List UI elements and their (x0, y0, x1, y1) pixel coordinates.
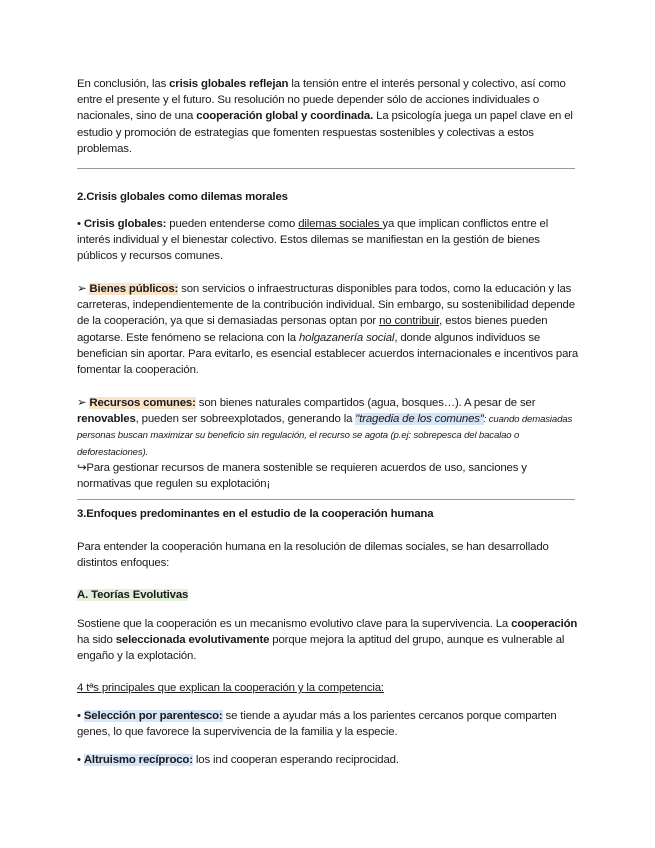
crisis-globales-paragraph: • Crisis globales: pueden entenderse como dilemas sociales ya que implican conflictos entre el interés individual y el bienestar colectivo. Estos dilemas se manifiestan en la gestión de bienes públicos y recursos comunes. (77, 218, 549, 263)
section-divider (77, 168, 575, 169)
seleccion-parentesco-paragraph: • Selección por parentesco: se tiende a ayudar más a los parientes cercanos porque comparten genes, lo que favorece la supervivencia de la familia y la especie. (77, 710, 557, 739)
subheading-teorias-evolutivas: A. Teorías Evolutivas (77, 589, 189, 601)
altruismo-reciproco-paragraph: • Altruismo recíproco: los ind cooperan esperando reciprocidad. (77, 754, 399, 766)
section-3-intro: Para entender la cooperación humana en la resolución de dilemas sociales, se han desarrollado distintos enfoques: (77, 541, 549, 570)
recursos-comunes-paragraph: ➢ Recursos comunes: son bienes naturales compartidos (agua, bosques…). A pesar de ser renovables, pueden ser sobreexplotados, generando la "tragedia de los comunes": cuando demasiadas personas buscan maximizar su beneficio sin regulación, el recurso se agota (p.ej: sobrepesca del bacalao o deforestaciones). ↪Para gestionar recursos de manera sostenible se requieren acuerdos de uso, sanciones y normativas que regulen su explotación¡ (77, 397, 573, 491)
conclusion-paragraph: En conclusión, las crisis globales reflejan la tensión entre el interés personal y colectivo, así como entre el presente y el futuro. Su resolución no puede depender sólo de acciones individuales o nacionales, sino de una cooperación global y coordinada. La psicología juega un papel clave en el estudio y promoción de estrategias que fomenten respuestas sostenibles y colectivas a estos problemas. (77, 78, 573, 155)
section-3-heading: 3.Enfoques predominantes en el estudio de la cooperación humana (77, 508, 434, 520)
section-2-heading: 2.Crisis globales como dilemas morales (77, 191, 288, 203)
teorias-principales-label: 4 tªs principales que explican la cooperación y la competencia: (77, 682, 384, 694)
section-divider (77, 499, 575, 500)
bienes-publicos-paragraph: ➢ Bienes públicos: son servicios o infraestructuras disponibles para todos, como la educación y las carreteras, independientemente de la contribución individual. Sin embargo, su sostenibilidad depende de la cooperación, ya que si demasiadas personas optan por no contribuir, estos bienes pueden agotarse. Este fenómeno se relaciona con la holgazanería social, donde algunos individuos se benefician sin aportar. Para evitarlo, es esencial establecer acuerdos internacionales e incentivos para fomentar la cooperación. (77, 283, 579, 377)
teorias-evolutivas-paragraph: Sostiene que la cooperación es un mecanismo evolutivo clave para la supervivencia. La cooperación ha sido seleccionada evolutivamente porque mejora la aptitud del grupo, aunque es vulnerable al engaño y la explotación. (77, 618, 578, 663)
